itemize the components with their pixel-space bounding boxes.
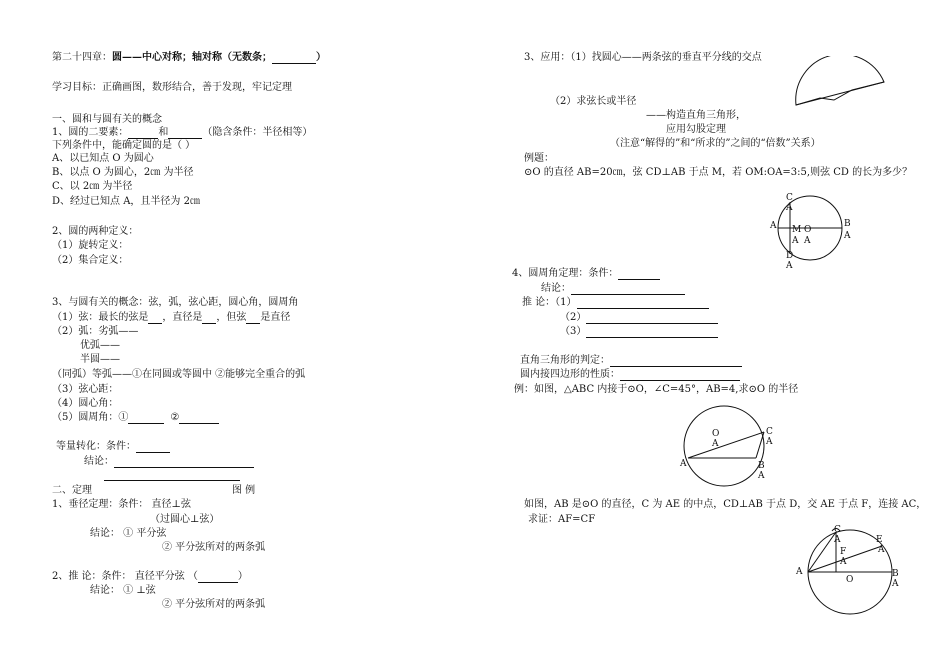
option-c: C、以 2㎝ 为半径 (52, 181, 133, 192)
question-1: 1、圆的二要素： 和 （隐含条件：半径相等） (52, 127, 313, 138)
option-d: D、经过已知点 A，且半径为 2㎝ (52, 196, 200, 207)
fig1-label-a2: A (770, 221, 777, 231)
example-3: 如图，AB 是⊙O 的直径，C 为 AE 的中点，CD⊥AB 于点 D，交 AE 于点 F，连接 AC， (524, 499, 927, 510)
fig1-label-c: C (786, 193, 793, 203)
arc-line: （2）弧：劣弧—— (52, 326, 139, 337)
fig1-label-a6: A (844, 231, 851, 241)
chord-distance: （3）弦心距： (52, 384, 119, 395)
application-2b: 应用勾股定理 (666, 124, 726, 135)
example-3-prove: 求证：AF=CF (528, 514, 596, 525)
theorem-result-1: 结论： ① 平分弦 (90, 528, 167, 539)
fig3-label-e: E (876, 535, 883, 545)
inscribed-angle: （5）圆周角：① ② (52, 412, 219, 424)
fig3-label-f: F (840, 547, 847, 557)
example-2: 例：如图，△ABC 内接于⊙O，∠C=45°，AB=4,求⊙O 的半径 (514, 384, 799, 395)
option-a: A、以已知点 O 为圆心 (52, 153, 154, 164)
fig1-label-b: B (844, 219, 851, 229)
triangle-in-circle-figure (676, 404, 786, 488)
inference-3: （3） (560, 326, 718, 338)
option-b: B、以点 O 为圆心，2㎝ 为半径 (52, 167, 194, 178)
fig1-label-o: O (804, 225, 812, 235)
fig3-label-o: O (846, 575, 854, 585)
fig2-label-a3: A (680, 459, 687, 469)
corollary-result-1: 结论： ① ⊥弦 (90, 585, 156, 596)
inscribed-angle-theorem: 4、圆周角定理：条件： (512, 268, 660, 280)
section-2-title: 2、圆的两种定义： (52, 226, 139, 237)
application-line: 3、应用：（1）找圆心——两条弦的垂直平分线的交点 (524, 52, 762, 63)
fig3-label-a4: A (796, 567, 803, 577)
fig1-label-a3: A (792, 236, 799, 246)
fig2-label-a4: A (758, 471, 765, 481)
fig1-label-a5: A (786, 261, 793, 270)
corollary-condition: 2、推 论：条件： 直径平分弦 （ ） (52, 571, 248, 582)
perpendicular-chord-figure (768, 188, 858, 270)
chapter-header: 第二十四章：圆——中心对称；轴对称（无数条； ） (52, 52, 326, 63)
learning-goal: 学习目标：正确画图，数形结合，善于发现，牢记定理 (52, 82, 292, 93)
fig1-label-a4: A (804, 236, 811, 246)
fig1-label-a1: A (786, 203, 793, 213)
equivalence-result: 结论： (84, 456, 254, 468)
fig3-label-a5: A (892, 579, 899, 589)
equal-arc: （同弧）等弧——①在同圆或等圆中 ②能够完全重合的弧 (52, 369, 306, 380)
fig3-label-a2: A (840, 557, 847, 567)
example-title: 例题： (524, 153, 554, 164)
fig2-label-a1: A (712, 439, 719, 449)
example-text: ⊙O 的直径 AB=20㎝，弦 CD⊥AB 于点 M，若 OM:OA=3:5,则弦 CD 的长为多少？ (524, 167, 913, 178)
fig1-label-d: D (786, 251, 794, 261)
fig2-label-b: B (758, 461, 765, 471)
chord-line: （1）弦：最长的弦是 ，直径是 ，但弦 是直径 (52, 312, 291, 323)
right-triangle-criterion: 直角三角形的判定： (520, 355, 742, 367)
theorem-note: （过圆心⊥弦） (150, 514, 220, 525)
definition-rotation: （1）旋转定义： (52, 240, 129, 251)
answer-line (104, 480, 240, 481)
equivalence-condition: 等量转化：条件： (56, 441, 170, 453)
section-1-title: 一、圆和与圆有关的概念 (52, 114, 162, 125)
inference-2: （2） (560, 312, 718, 324)
circle-segment-figure (790, 56, 890, 112)
theorem-result-2: ② 平分弦所对的两条弧 (162, 542, 266, 553)
definition-set: （2）集合定义： (52, 255, 129, 266)
corollary-result-2: ② 平分弦所对的两条弧 (162, 599, 266, 610)
perpendicular-diameter-theorem: 1、垂径定理：条件： 直径⊥弦 (52, 499, 191, 510)
section-theorem-title: 二、定理 (52, 485, 92, 496)
major-arc: 优弧—— (80, 340, 120, 351)
application-2a: ——构造直角三角形， (646, 110, 746, 121)
application-2c: （注意“解得的”和“所求的”之间的“倍数”关系） (610, 138, 821, 149)
fig3-label-a1: A (834, 535, 841, 545)
figure-example-label: 图 例 (232, 485, 256, 496)
cyclic-quadrilateral: 圆内接四边形的性质： (520, 369, 740, 381)
inscribed-angle-result: 结论： (541, 283, 685, 295)
fig1-label-m: M (792, 225, 802, 235)
fig2-label-c: C (766, 427, 773, 437)
inference-1: 推 论：（1） (522, 297, 709, 309)
question-1-prompt: 下列条件中，能确定圆的是（ ） (52, 140, 196, 151)
fig3-label-b: B (892, 569, 899, 579)
semicircle: 半圆—— (80, 354, 120, 365)
fig3-label-a3: A (878, 545, 885, 555)
section-3-title: 3、与圆有关的概念：弦，弧，弦心距，圆心角，圆周角 (52, 297, 299, 308)
fig3-label-c: C (834, 525, 841, 535)
central-angle: （4）圆心角： (52, 398, 119, 409)
fig2-label-o: O (712, 429, 720, 439)
midpoint-arc-figure (794, 524, 910, 616)
application-2: （2）求弦长或半径 (550, 96, 637, 107)
fig2-label-a2: A (766, 437, 773, 447)
